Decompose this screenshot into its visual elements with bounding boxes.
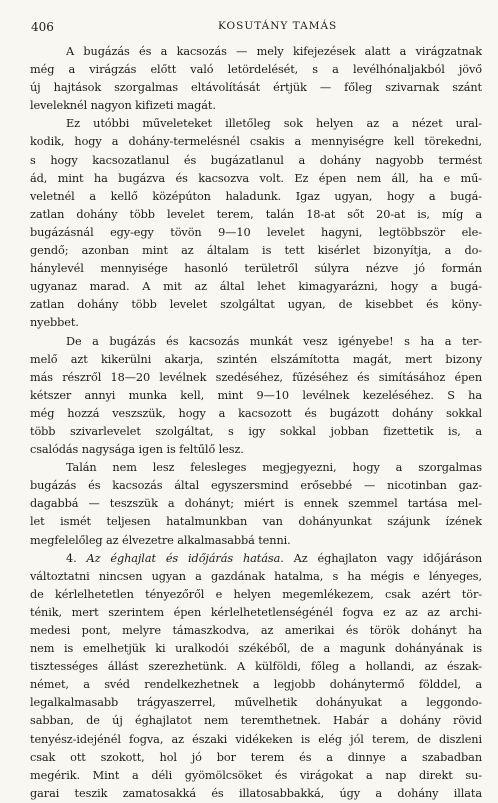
text-line: legalkalmasabb trágyaszerrel, művelhetik dohányukat a leggondo-: [30, 696, 482, 710]
text-line: ténik, mert szerintem épen kérlelhetetlenségénél fogva ez az az archi-: [30, 605, 482, 619]
text-line: kétszer annyi munka kell, mint 9—10 levélnek kezeléséhez. S ha: [30, 388, 482, 402]
text-line: csalódás nagysága igen is feltűlő lesz.: [30, 443, 244, 457]
text-line: nyebbet.: [30, 316, 79, 330]
text-line: gendő; azonban mint az általam is tett kisérlet bizonyítja, a do-: [30, 244, 482, 258]
text-line: megfelelőleg az élvezetre alkalmasabbá tenni.: [30, 533, 291, 547]
text-line: Ez utóbbi műveleteket illetőleg sok helyen az a nézet ural-: [66, 117, 482, 131]
text-line: ád, mint ha bugázva és kacsozva volt. Ez épen nem áll, ha e mű-: [30, 171, 482, 185]
text-line: s hogy kacsozatlanul és bugázatlanul a dohány nagyobb termést: [30, 153, 482, 167]
text-line: még hozzá veszszük, hogy a kacsozott és bugázott dohány sokkal: [30, 406, 482, 420]
running-head: KOSUTÁNY TAMÁS: [218, 20, 338, 32]
text-line: kodik, hogy a dohány-termelésnél csakis a mennyiségre kell törekedni,: [30, 135, 482, 149]
text-line: új hajtások szorgalmas eltávolítását értjük — főleg szivarnak szánt: [30, 81, 482, 95]
text-line: medesi pont, melyre támaszkodva, az amerikai és török dohányt ha: [30, 624, 482, 637]
body-text: [30, 43, 482, 803]
text-line: több szivarlevelet szolgáltat, s igy sokkal jobban fizettetik is, a: [30, 424, 482, 438]
text-line: más részről 18—20 levélnek szedéséhez, fűzéséhez és simításához épen: [30, 370, 482, 384]
text-line: változtatni nincsen ugyan a gazdának hatalma, s ha mégis e lényeges,: [30, 569, 482, 583]
page-number: 406: [31, 20, 54, 34]
text-line: német, a svéd rendelkezhetnek a legjobb dohánytermő földdel, a: [30, 678, 482, 692]
text-line: bugázásnál egy-egy tövön 9—10 levelet hagyni, legtöbbször ele-: [30, 225, 482, 239]
text-line: zatlan dohány több levelet terem, talán 18-at sőt 20-at is, míg a: [30, 207, 482, 221]
text-line: veletnél a kellő középúton haladunk. Igaz ugyan, hogy a bugá-: [30, 189, 482, 203]
text-line: De a bugázás és kacsozás munkát vesz igényebe! s ha a ter-: [66, 334, 482, 348]
text-line: hánylevél mennyisége hasonló területről súlyra nézve jó formán: [30, 262, 482, 276]
text-line: még a virágzás előtt való letördelését, s a levélhónaljakból jövő: [30, 63, 482, 77]
text-line: A bugázás és a kacsozás — mely kifejezések alatt a virágzatnak: [66, 45, 482, 58]
text-line: garai teszik zamatosakká és illatosabbakká, úgy a dohány illata: [30, 786, 482, 800]
text-line: megérik. Mint a déli gyömölcsöket és virágokat a nap direkt su-: [30, 768, 482, 782]
text-line: ugyanaz marad. A mit az által lehet kimagyarázni, hogy a bugá-: [30, 280, 482, 294]
text-line: zatlan dohány több levelet szolgáltat ugyan, de kisebbet és köny-: [30, 298, 482, 312]
text-line: dagabbá — teszszük a dohányt; miért is ennek szemmel tartása mel-: [30, 497, 482, 511]
text-line: melő azt kikerülni akarja, szintén elszámította magát, mert bizony: [30, 352, 482, 366]
text-line: leveleknél nagyon kifizeti magát.: [30, 99, 216, 113]
text-line: Talán nem lesz felesleges megjegyezni, hogy a szorgalmas: [66, 461, 482, 475]
text-line: nem is emelhetjük ki uralkodói székéből, de a magunk dohányának is: [30, 642, 482, 656]
text-line: csak ott szokott, hol jó bor terem és a dinnye a szabadban: [30, 750, 482, 764]
text-line: de kérlelhetetlen tényezőről e helyen megemlékezem, csak azért tör-: [30, 587, 482, 601]
text-line: tenyész-idejénél fogva, az északi vidékeken is elég jól terem, de diszleni: [30, 732, 482, 746]
section-heading-line: [30, 550, 482, 568]
page-header: [31, 20, 481, 36]
text-line: sabban, de új éghajlatot nem teremthetnek. Habár a dohány rövid: [30, 714, 482, 728]
text-line: bugázás és kacsozás által egyszersmind erősebbé — nicotinban gaz-: [30, 479, 482, 493]
section-number: 4.: [66, 551, 77, 565]
section-heading-rest: Az éghajlaton vagy időjáráson: [283, 551, 482, 565]
text-line: tisztességes állást szerezhetünk. A külföldi, főleg a hollandi, az észak-: [30, 660, 482, 674]
text-line: let ismét teljesen hatalmunkban van dohányunkat szájunk ízének: [30, 515, 482, 529]
section-title: Az éghajlat és időjárás hatása.: [86, 551, 284, 565]
